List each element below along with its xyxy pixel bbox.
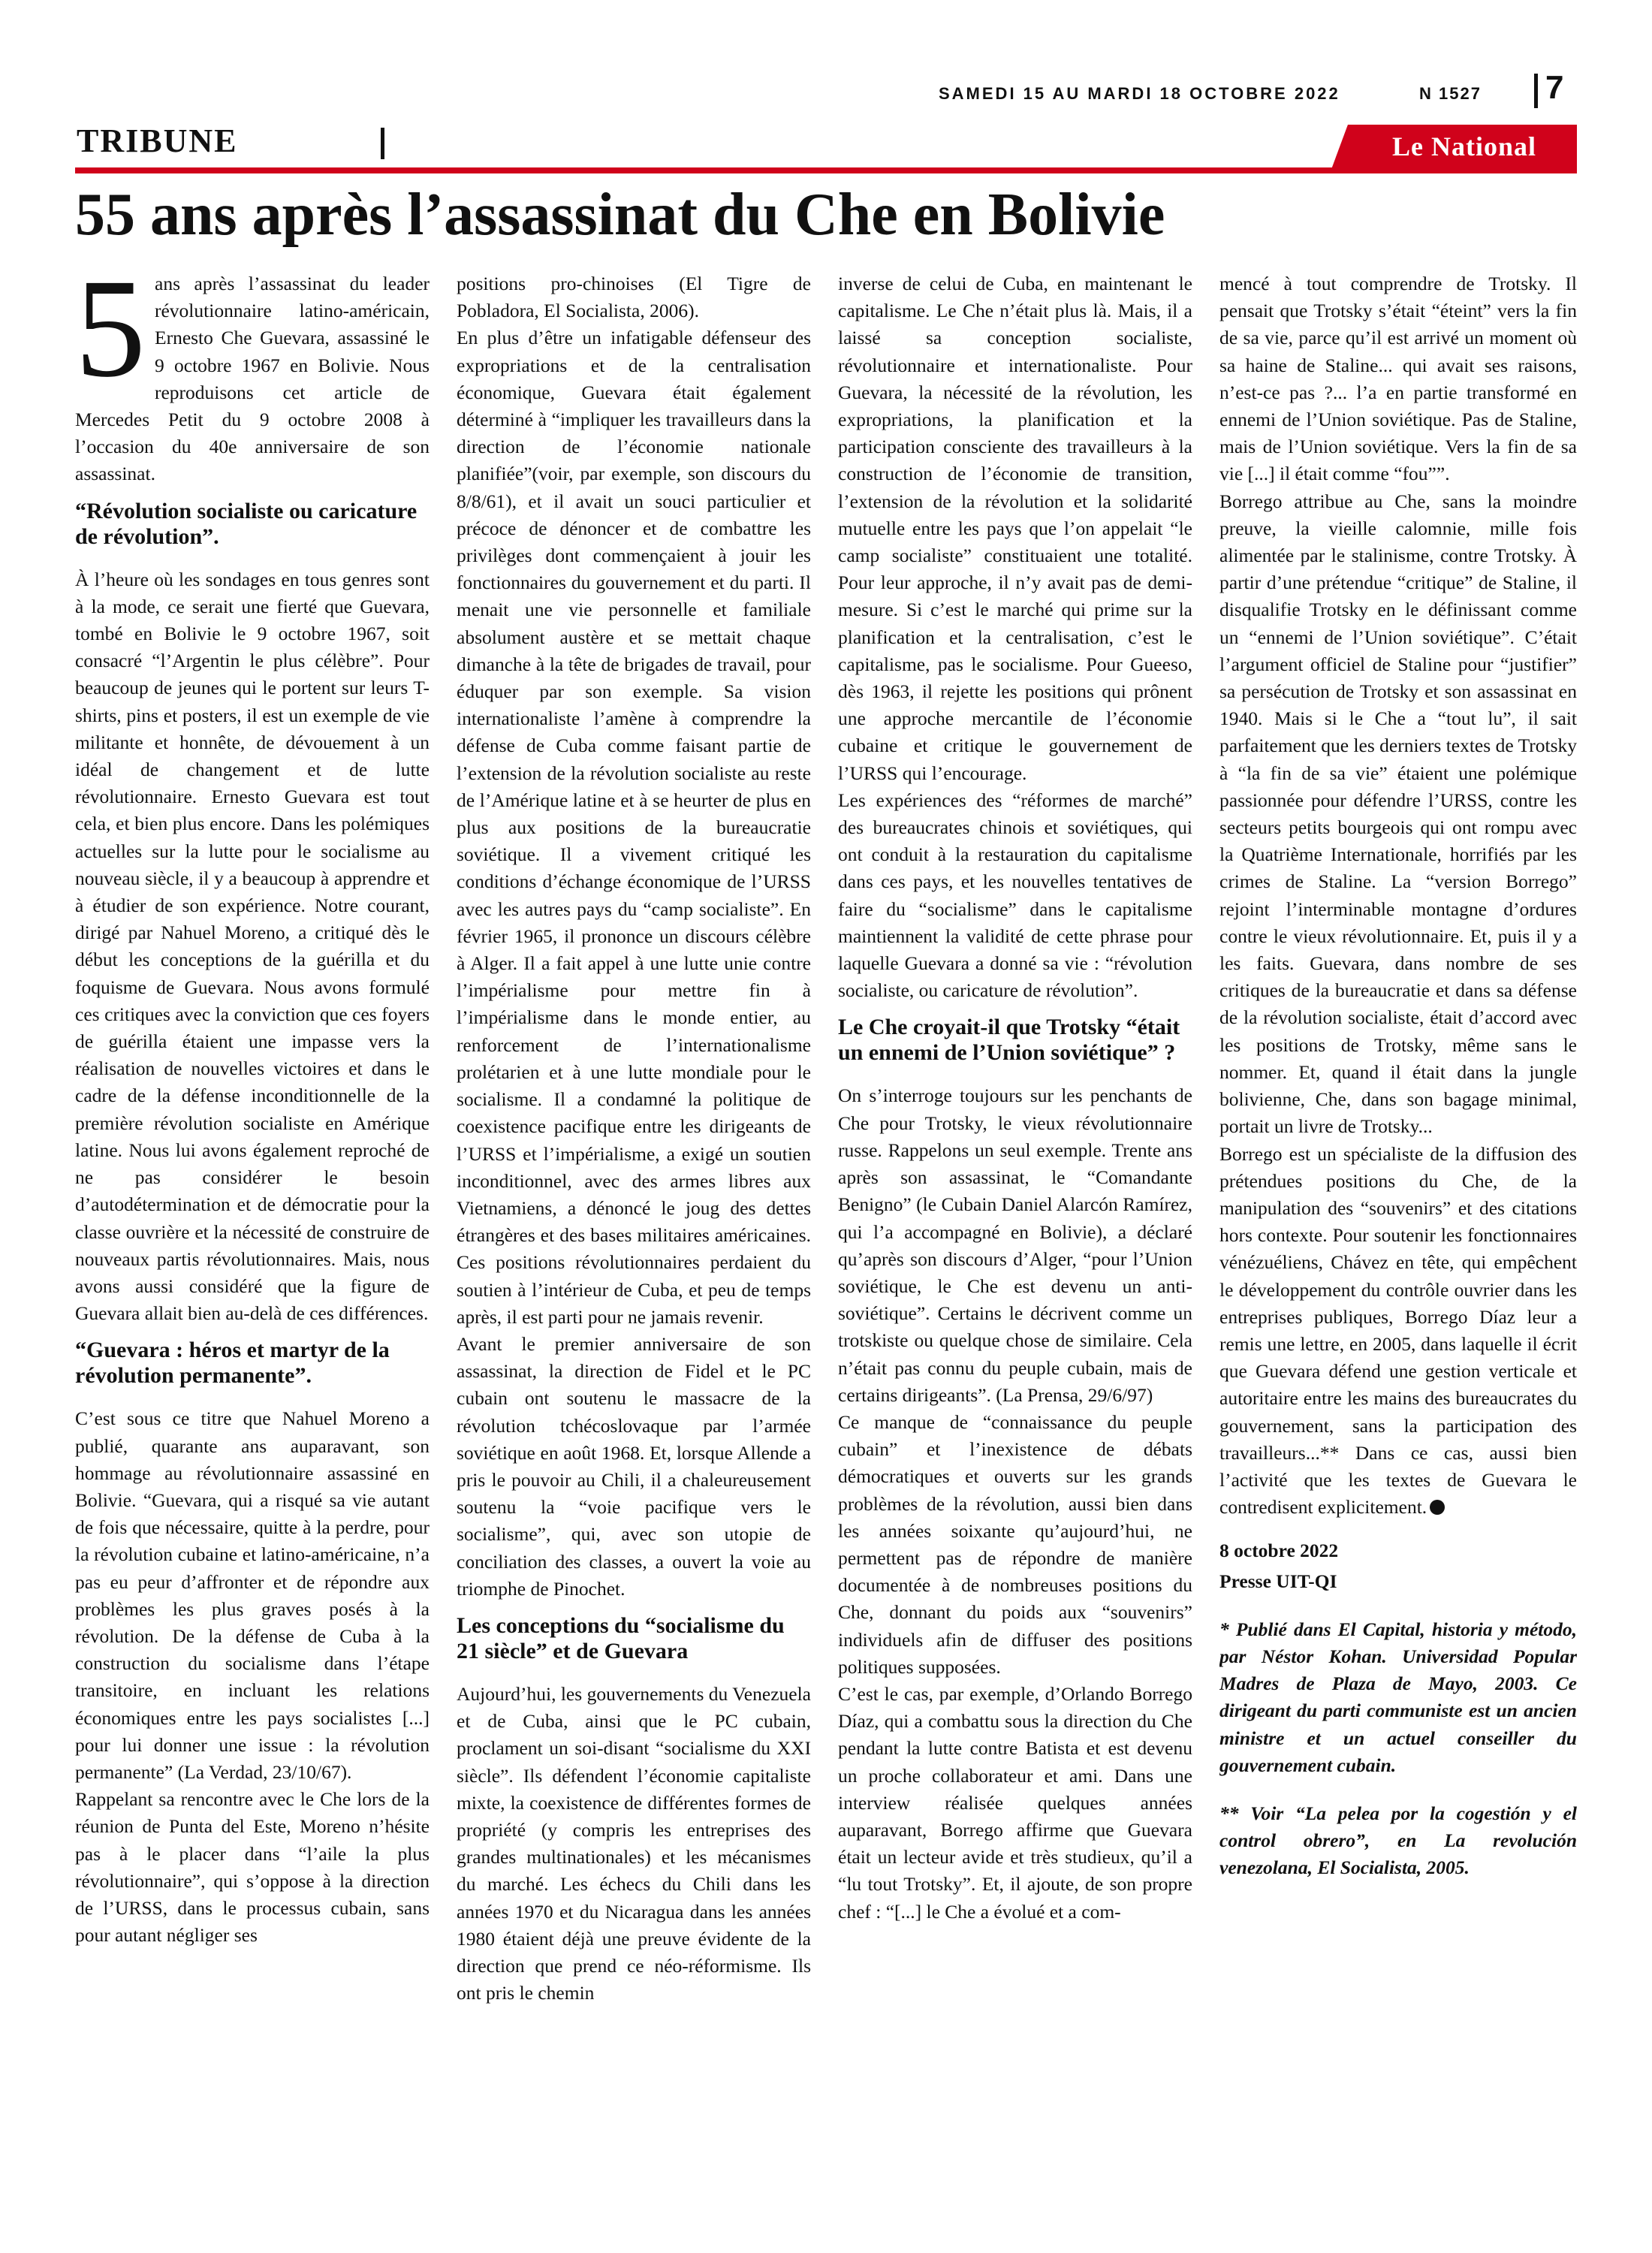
intro-paragraph	[75, 270, 430, 488]
subheading-trotsky: Le Che croyait-il que Trotsky “était un ennemi de l’Union soviétique” ?	[838, 1015, 1180, 1066]
paragraph: En plus d’être un infatigable défenseur des expropriations et de la centralisation économique, Guevara était également déterminé à “impliquer les travailleurs dans la direction de l’économie nationale planifiée”(voir, par exemple, son discours du 8/8/61), et il avait un souci particulier et précoce de dénoncer et de combattre les privilèges dont commençaient à jouir les fonctionnaires du gouvernement et du parti. Il menait une vie personnelle et familiale absolument austère et se mettait chaque dimanche à la tête de brigades de travail, pour éduquer par son exemple. Sa vision internationaliste l’amène à comprendre la défense de Cuba comme faisant partie de l’extension de la révolution socialiste au reste de l’Amérique latine et à se heurter de plus en plus aux positions de la bureaucratie soviétique. Il a vivement critiqué les conditions d’échange économique de l’URSS avec les autres pays du “camp socialiste”. En février 1965, il prononce un discours célèbre à Alger. Il a fait appel à une lutte unie contre l’impérialisme pour mettre fin à l’impérialisme dans le monde entier, au renforcement de l’internationalisme prolétarien et à une lutte mondiale pour le socialisme. Il a condamné la politique de coexistence pacifique entre les dirigeants de l’URSS et l’impérialisme, a exigé un soutien inconditionnel, avec des armes libres aux Vietnamiens, a dénoncé le joug des dettes étrangères et des bases militaires américaines. Ces positions révolutionnaires perdaient du soutien à l’intérieur de Cuba, et peu de temps après, il est parti pour ne jamais revenir.	[457, 327, 811, 1328]
article-headline: 55 ans après l’assassinat du Che en Bolivie	[75, 182, 1165, 248]
subheading-socialism-21: Les conceptions du “socialisme du 21 siècle” et de Guevara	[457, 1612, 785, 1663]
section-title: TRIBUNE	[77, 122, 238, 159]
paragraph: Les expériences des “réformes de marché” des bureaucrates chinois et soviétiques, qui ont conduit à la restauration du capitalisme dans ces pays, et les nouvelles tentatives de faire du “socialisme” dans le capitalisme maintiennent la validité de cette phrase pour laquelle Guevara a donné sa vie : “révolution socialiste, ou caricature de révolution”.	[838, 789, 1192, 1002]
article-column-2	[457, 270, 811, 2223]
paragraph: Aujourd’hui, les gouvernements du Venezuela et de Cuba, ainsi que le PC cubain, proclament un soi-disant “socialisme du XXI siècle”. Ils défendent l’économie capitaliste mixte, la coexistence de différentes formes de propriété (y compris les entreprises des grandes multinationales) et les mécanismes du marché. Les échecs du Chili dans les années 1970 et du Nicaragua dans les années 1980 étaient déjà une preuve évidente de la direction que prend ce néo-réformisme. Ils ont pris le chemin	[457, 1682, 811, 2004]
paragraph: Borrego attribue au Che, sans la moindre preuve, la vieille calomnie, mille fois alimentée par le stalinisme, contre Trotsky. À partir d’une prétendue “critique” de Staline, il disqualifie Trotsky en le définissant comme un “ennemi de l’Union soviétique”. C’était l’argument officiel de Staline pour “justifier” sa persécution de Trotsky et son assassinat en 1940. Mais si le Che a “tout lu”, il sait parfaitement que les derniers textes de Trotsky à “la fin de sa vie” étaient une polémique passionnée pour défendre l’URSS, contre les secteurs petits bourgeois qui ont rompu avec la Quatrième Internationale, horrifiés par les crimes de Staline. La “version Borrego” rejoint l’interminable montagne d’ordures contre le vieux révolutionnaire. Et, puis il y a les faits. Guevara, dans nombre de ses critiques de la bureaucratie et dans sa défense de la révolution socialiste, était d’accord avec les positions de Trotsky, même sans le nommer. Et, quand il était dans la jungle bolivienne, Che, dans son bagage minimal, portait un livre de Trotsky...	[1219, 490, 1577, 1138]
intro-text: ans après l’assassinat du leader révolutionnaire latino-américain, Ernesto Che Guevara, assassiné le 9 octobre 1967 en Bolivie. Nous reproduisons cet article de Mercedes Petit du 9 octobre 2008 à l’occasion du 40e anniversaire de son assassinat.	[75, 273, 430, 485]
paragraph: On s’interroge toujours sur les penchants de Che pour Trotsky, le vieux révolutionnaire russe. Rappelons un seul exemple. Trente ans après son assassinat, le “Comandante Benigno” (le Cubain Daniel Alarcón Ramírez, qui l’a accompagné en Bolivie), a déclaré qu’après son discours d’Alger, “pour l’Union soviétique, le Che est devenu un anti-soviétique”. Certains le décrivent comme un trotskiste ou quelque chose de similaire. Cela n’était pas connu du peuple cubain, mais de certains dirigeants”. (La Prensa, 29/6/97)	[838, 1084, 1192, 1406]
paragraph: mencé à tout comprendre de Trotsky. Il pensait que Trotsky s’était “éteint” vers la fin de sa vie, parce qu’il est arrivé un moment où sa haine de Staline... qui avait ses raisons, n’est-ce pas ?... l’a en partie transformé en ennemi de l’Union soviétique. Pas de Staline, mais de l’Union soviétique. Vers la fin de sa vie [...] il était comme “fou””.	[1219, 273, 1577, 485]
paragraph: positions pro-chinoises (El Tigre de Pobladora, El Socialista, 2006).	[457, 273, 811, 322]
paragraph: Avant le premier anniversaire de son assassinat, la direction de Fidel et le PC cubain ont soutenu le massacre de la révolution tchécoslovaque par l’armée soviétique en août 1968. Et, lorsque Allende a pris le pouvoir au Chili, il a chaleureusement soutenu la “voie pacifique vers le socialisme”, qui, avec son utopie de conciliation des classes, a ouvert la voie au triomphe de Pinochet.	[457, 1332, 811, 1600]
article-column-3	[838, 270, 1192, 2223]
paragraph: inverse de celui de Cuba, en maintenant le capitalisme. Le Che n’était plus là. Mais, il a laissé sa conception socialiste, révolutionnaire et internationaliste. Pour Guevara, la nécessité de la révolution, les expropriations, la planification et la participation consciente des travailleurs à la construction de l’économie de transition, l’extension de la révolution et la solidarité mutuelle entre les pays que l’on appelait “le camp socialiste” constituaient une totalité. Pour leur approche, il n’y avait pas de demi-mesure. Si c’est le marché qui prime sur la planification et la centralisation, c’est le capitalisme, pas le socialisme. Pour Gueeso, dès 1963, il rejette les positions qui prônent une approche mercantile de l’économie cubaine et critique le gouvernement de l’URSS qui l’encourage.	[838, 273, 1192, 784]
drop-cap: 5	[75, 270, 146, 406]
subheading-guevara-hero: “Guevara : héros et martyr de la révolution permanente”.	[75, 1338, 390, 1389]
page-number: 7	[1545, 69, 1564, 106]
paragraph: À l’heure où les sondages en tous genres sont à la mode, ce serait une fierté que Guevara, tombé en Bolivie le 9 octobre 1967, soit consacré “l’Argentin le plus célèbre”. Pour beaucoup de jeunes qui le portent sur leurs T-shirts, pins et posters, il est un exemple de vie militante et honnête, de dévouement à un idéal de changement et de lutte révolutionnaire. Ernesto Guevara est tout cela, et bien plus encore. Dans les polémiques actuelles sur la lutte pour le socialisme au nouveau siècle, il y a beaucoup à apprendre et à étudier de son expérience. Notre courant, dirigé par Nahuel Moreno, a critiqué dès le début les conceptions de la guérilla et du foquisme de Guevara. Nous avons formulé ces critiques avec la conviction que ces foyers de guérilla étaient une impasse vers la réalisation de nouvelles victoires et dans le cadre de la défense inconditionnelle de la première révolution socialiste en Amérique latine. Nous lui avons également reproché de ne pas considérer le besoin d’autodétermination et de démocratie pour la classe ouvrière et la nécessité de construire de nouveaux partis révolutionnaires. Mais, nous avons aussi considéré que la figure de Guevara allait bien au-delà de ces différences.	[75, 568, 430, 1325]
paragraph: C’est sous ce titre que Nahuel Moreno a publié, quarante ans auparavant, son hommage au révolutionnaire assassiné en Bolivie. “Guevara, qui a risqué sa vie autant de fois que nécessaire, quitte à la perdre, pour la révolution cubaine et latino-américaine, n’a pas eu peur d’affronter et de répondre aux problèmes les plus graves posés à la révolution. De la défense de Cuba à la construction du socialisme dans l’étape transitoire, en incluant les relations économiques entre les pays socialistes [...] pour lui donner une issue : la révolution permanente” (La Verdad, 23/10/67).	[75, 1407, 430, 1783]
closing-paragraph	[1219, 1141, 1577, 1522]
header-divider	[1534, 74, 1538, 108]
issue-date: SAMEDI 15 AU MARDI 18 OCTOBRE 2022	[939, 84, 1340, 103]
issue-number: N 1527	[1419, 84, 1482, 103]
paragraph: Rappelant sa rencontre avec le Che lors de la réunion de Punta del Este, Moreno n’hésite pas à le placer dans “l’aile la plus révolutionnaire”, qui s’oppose à la direction de l’URSS, dans le processus cubain, sans pour autant négliger ses	[75, 1788, 430, 1947]
article-source: Presse UIT-QI	[1219, 1570, 1337, 1592]
paragraph: C’est le cas, par exemple, d’Orlando Borrego Díaz, qui a combattu sous la direction du Che pendant la lutte contre Batista et est devenu un proche collaborateur et ami. Dans une interview réalisée quelques années auparavant, Borrego affirme que Guevara était un lecteur avide et très studieux, qu’il a “lu tout Trotsky”. Et, il ajoute, de son propre chef : “[...] le Che a évolué et a com-	[838, 1682, 1192, 1923]
footnote: * Publié dans El Capital, historia y método, par Néstor Kohan. Universidad Popular Madres de Plaza de Mayo, 2003. Ce dirigeant du parti communiste est un ancien ministre et un actuel conseiller du gouvernement cubain.	[1219, 1618, 1577, 1776]
newspaper-name: Le National	[1391, 131, 1536, 161]
article-date: 8 octobre 2022	[1219, 1540, 1339, 1562]
end-mark-icon	[1430, 1500, 1445, 1515]
paragraph: Ce manque de “connaissance du peuple cubain” et l’inexistence de débats démocratiques et ouverts sur les grands problèmes de la révolution, aussi bien dans les années soixante qu’aujourd’hui, ne permettent pas de répondre de manière documentée à de nombreuses positions du Che, donnant du poids aux “souvenirs” individuels afin de diffuser des positions politiques supposées.	[838, 1410, 1192, 1678]
article-column-1	[75, 270, 430, 2223]
section-divider	[381, 128, 384, 159]
footnote: ** Voir “La pelea por la cogestión y el control obrero”, en La revolución venezolana, El Socialista, 2005.	[1219, 1802, 1577, 1879]
article-column-4	[1219, 270, 1577, 2223]
subheading-revolution: “Révolution socialiste ou caricature de révolution”.	[75, 498, 418, 549]
paragraph-text: Borrego est un spécialiste de la diffusion des prétendues positions du Che, de la manipulation des “souvenirs” et des citations hors contexte. Pour soutenir les fonctionnaires vénézuéliens, Chávez en tête, qui empêchent le développement du contrôle ouvrier dans les entreprises publiques, Borrego Díaz leur a remis une lettre, en 2005, dans laquelle il écrit que Guevara défend une gestion verticale et autoritaire entre les mains des bureaucrates du gouvernement, sans la participation des travailleurs...** Dans ce cas, aussi bien l’activité que les textes de Guevara le contredisent explicitement.	[1219, 1142, 1577, 1519]
